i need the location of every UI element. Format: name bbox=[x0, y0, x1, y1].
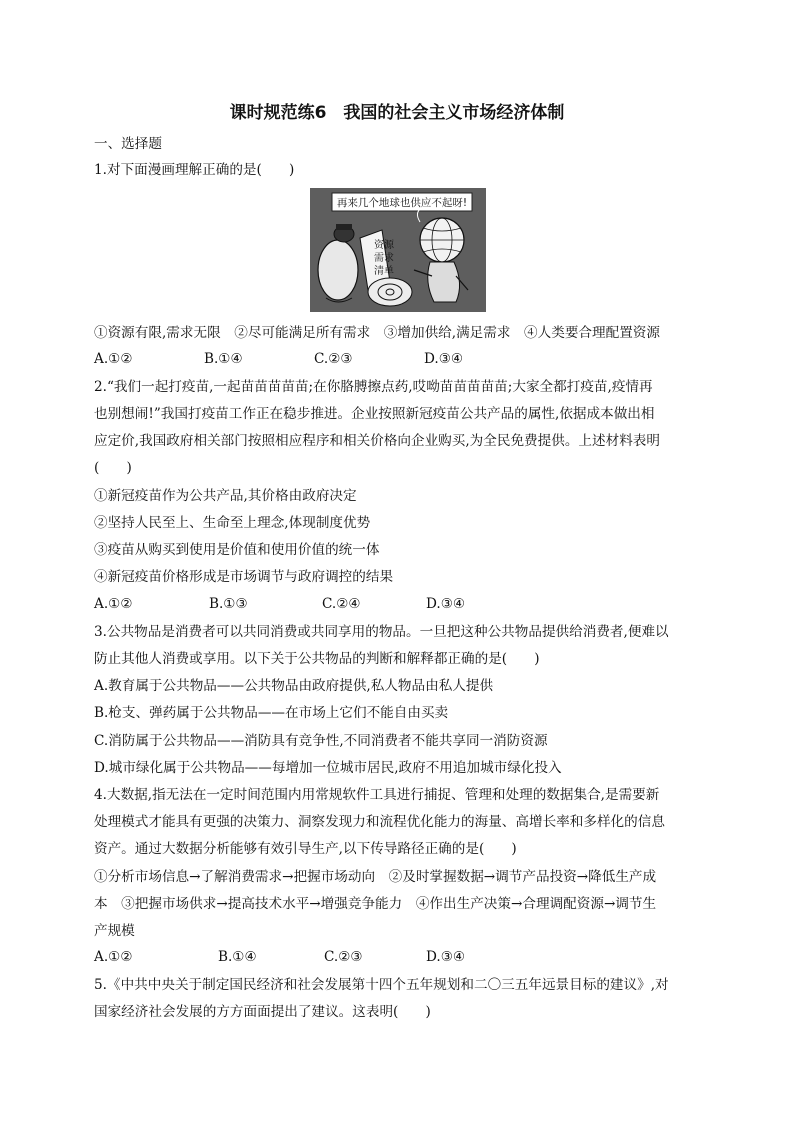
q3-choice-a[interactable]: A.教育属于公共物品——公共物品由政府提供,私人物品由私人提供 bbox=[94, 678, 494, 694]
svg-text:资源: 资源 bbox=[374, 240, 394, 251]
q4-option-a[interactable]: A.①② bbox=[94, 949, 133, 965]
q3-stem-line-1: 3.公共物品是消费者可以共同消费或共同享用的物品。一旦把这种公共物品提供给消费者,便难以 bbox=[94, 624, 669, 640]
q2-statement-3: ③疫苗从购买到使用是价值和使用价值的统一体 bbox=[94, 542, 380, 558]
q4-option-b[interactable]: B.①④ bbox=[218, 949, 257, 965]
q2-stem-line-4: ( ) bbox=[94, 460, 132, 476]
svg-text:需求: 需求 bbox=[374, 253, 394, 264]
q2-statement-2: ②坚持人民至上、生命至上理念,体现制度优势 bbox=[94, 515, 371, 531]
q2-stem-line-3: 应定价,我国政府相关部门按照相应程序和相关价格向企业购买,为全民免费提供。上述材料表明 bbox=[94, 433, 660, 449]
cartoon-drawing bbox=[310, 188, 486, 312]
page-title: 课时规范练6 我国的社会主义市场经济体制 bbox=[229, 103, 565, 123]
q5-stem-line-1: 5.《中共中央关于制定国民经济和社会发展第十四个五年规划和二〇三五年远景目标的建议》,对 bbox=[94, 977, 669, 993]
q2-option-d[interactable]: D.③④ bbox=[426, 596, 466, 612]
q1-option-a[interactable]: A.①② bbox=[94, 351, 133, 367]
q4-stem-line-2: 处理模式才能具有更强的决策力、洞察发现力和流程优化能力的海量、高增长率和多样化的信息 bbox=[94, 814, 665, 830]
q1-option-c[interactable]: C.②③ bbox=[314, 351, 353, 367]
q2-option-a[interactable]: A.①② bbox=[94, 596, 133, 612]
q1-statements: ①资源有限,需求无限 ②尽可能满足所有需求 ③增加供给,满足需求 ④人类要合理配置资源 bbox=[94, 325, 660, 341]
q4-statement-line-2: 本 ③把握市场供求→提高技术水平→增强竞争能力 ④作出生产决策→合理调配资源→调节生 bbox=[94, 896, 657, 912]
q4-stem-line-3: 资产。通过大数据分析能够有效引导生产,以下传导路径正确的是( ) bbox=[94, 841, 517, 857]
q3-choice-c[interactable]: C.消防属于公共物品——消防具有竞争性,不同消费者不能共享同一消防资源 bbox=[94, 733, 548, 749]
q4-stem-line-1: 4.大数据,指无法在一定时间范围内用常规软件工具进行捕捉、管理和处理的数据集合,是需要新 bbox=[94, 787, 660, 803]
q4-statement-line-1: ①分析市场信息→了解消费需求→把握市场动向 ②及时掌握数据→调节产品投资→降低生产成 bbox=[94, 869, 657, 885]
q4-option-c[interactable]: C.②③ bbox=[324, 949, 363, 965]
q3-stem-line-2: 防止其他人消费或享用。以下关于公共物品的判断和解释都正确的是( ) bbox=[94, 651, 540, 667]
q2-option-b[interactable]: B.①③ bbox=[209, 596, 248, 612]
cartoon-caption: 再来几个地球也供应不起呀! bbox=[336, 197, 468, 209]
q4-statement-line-3: 产规模 bbox=[94, 923, 135, 939]
cartoon-image bbox=[310, 188, 486, 312]
q4-option-d[interactable]: D.③④ bbox=[426, 949, 466, 965]
q2-option-c[interactable]: C.②④ bbox=[322, 596, 361, 612]
q5-stem-line-2: 国家经济社会发展的方方面面提出了建议。这表明( ) bbox=[94, 1004, 431, 1020]
svg-text:清单: 清单 bbox=[374, 266, 394, 277]
q2-stem-line-2: 也别想闹!”我国打疫苗工作正在稳步推进。企业按照新冠疫苗公共产品的属性,依据成本做出相 bbox=[94, 406, 655, 422]
q2-statement-4: ④新冠疫苗价格形成是市场调节与政府调控的结果 bbox=[94, 569, 394, 585]
q2-statement-1: ①新冠疫苗作为公共产品,其价格由政府决定 bbox=[94, 488, 357, 504]
q1-stem: 1.对下面漫画理解正确的是( ) bbox=[94, 162, 295, 178]
q1-option-d[interactable]: D.③④ bbox=[424, 351, 464, 367]
q2-stem-line-1: 2.“我们一起打疫苗,一起苗苗苗苗苗;在你胳膊擦点药,哎呦苗苗苗苗苗;大家全都打疫苗,疫情再 bbox=[94, 379, 653, 395]
q1-option-b[interactable]: B.①④ bbox=[204, 351, 243, 367]
q3-choice-b[interactable]: B.枪支、弹药属于公共物品——在市场上它们不能自由买卖 bbox=[94, 705, 449, 721]
section-heading: 一、选择题 bbox=[94, 136, 162, 152]
q3-choice-d[interactable]: D.城市绿化属于公共物品——每增加一位城市居民,政府不用追加城市绿化投入 bbox=[94, 760, 562, 776]
